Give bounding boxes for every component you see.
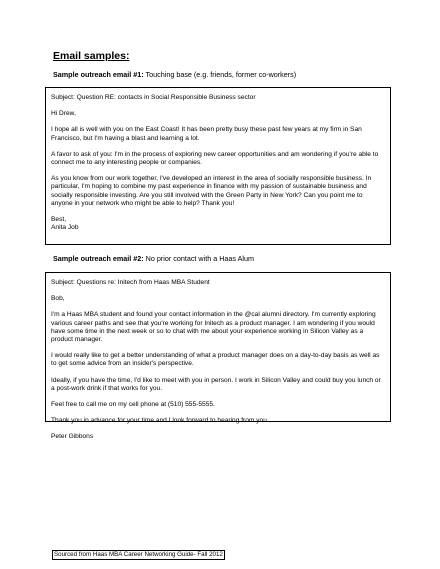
page-title: Email samples: (53, 50, 130, 62)
source-note: Sourced from Haas MBA Career Networking Guide- Fall 2012 (54, 551, 223, 558)
email-sample-box-1 (45, 87, 391, 245)
email-signature: Anita Job (51, 224, 79, 232)
email-subject: Subject: Questions re: Initech from Haas MBA Student (51, 279, 210, 286)
email-paragraph: As you know from our work together, I've developed an interest in the area of socially responsible business. In particular, I'm hoping to combine my past experience in finance with my passion of sustainable business and socially responsible investing. Are you still involved with the Green Party in New York? Can you point me to anyone in your network who might be able to help? Thank you! (51, 175, 372, 207)
section-label-2: Sample outreach email #2: (53, 254, 144, 263)
email-sample-box-2 (45, 272, 391, 441)
email-paragraph: Thank you in advance for your time and I look forward to hearing from you. (51, 417, 269, 425)
email-signature: Peter Gibbons (51, 433, 94, 441)
email-paragraph: I'm a Haas MBA student and found your contact information in the @cal alumni directory. I'm currently exploring various career paths and see that you're working for Initech as a product manager. I am wondering if you would have some time in the next week or so to chat with me about your experience working in Silicon Valley as a product manager. (51, 311, 376, 344)
email-closing: Best, (51, 216, 67, 224)
email-greeting: Bob, (51, 295, 65, 303)
section-desc-1: Touching base (e.g. friends, former co-workers) (143, 70, 297, 79)
email-paragraph: Ideally, if you have the time, I'd like to meet with you in person. I work in Silicon Valley and could buy you lunch or a post-work drink if that works for you. (51, 376, 381, 392)
email-greeting: Hi Drew, (51, 110, 76, 118)
section-label-1: Sample outreach email #1: (53, 70, 144, 79)
section-heading-1 (53, 70, 296, 79)
section-heading-2 (53, 254, 254, 263)
email-subject: Subject: Question RE: contacts in Social Responsible Business sector (51, 94, 256, 101)
email-paragraph: Feel free to call me on my cell phone at (510) 555-5555. (51, 401, 215, 409)
section-desc-2: No prior contact with a Haas Alum (143, 254, 254, 263)
email-paragraph: A favor to ask of you: I'm in the process of exploring new career opportunities and am wondering if you're able to connect me to any interesting people or companies. (51, 150, 379, 167)
email-paragraph: I would really like to get a better understanding of what a product manager does on a day-to-day basis as well as to get some advice from an insider's perspective. (51, 352, 380, 368)
email-paragraph: I hope all is well with you on the East Coast! It has been pretty busy these past few years at my firm in San Francisco, but I'm having a blast and learning a lot. (51, 126, 362, 142)
